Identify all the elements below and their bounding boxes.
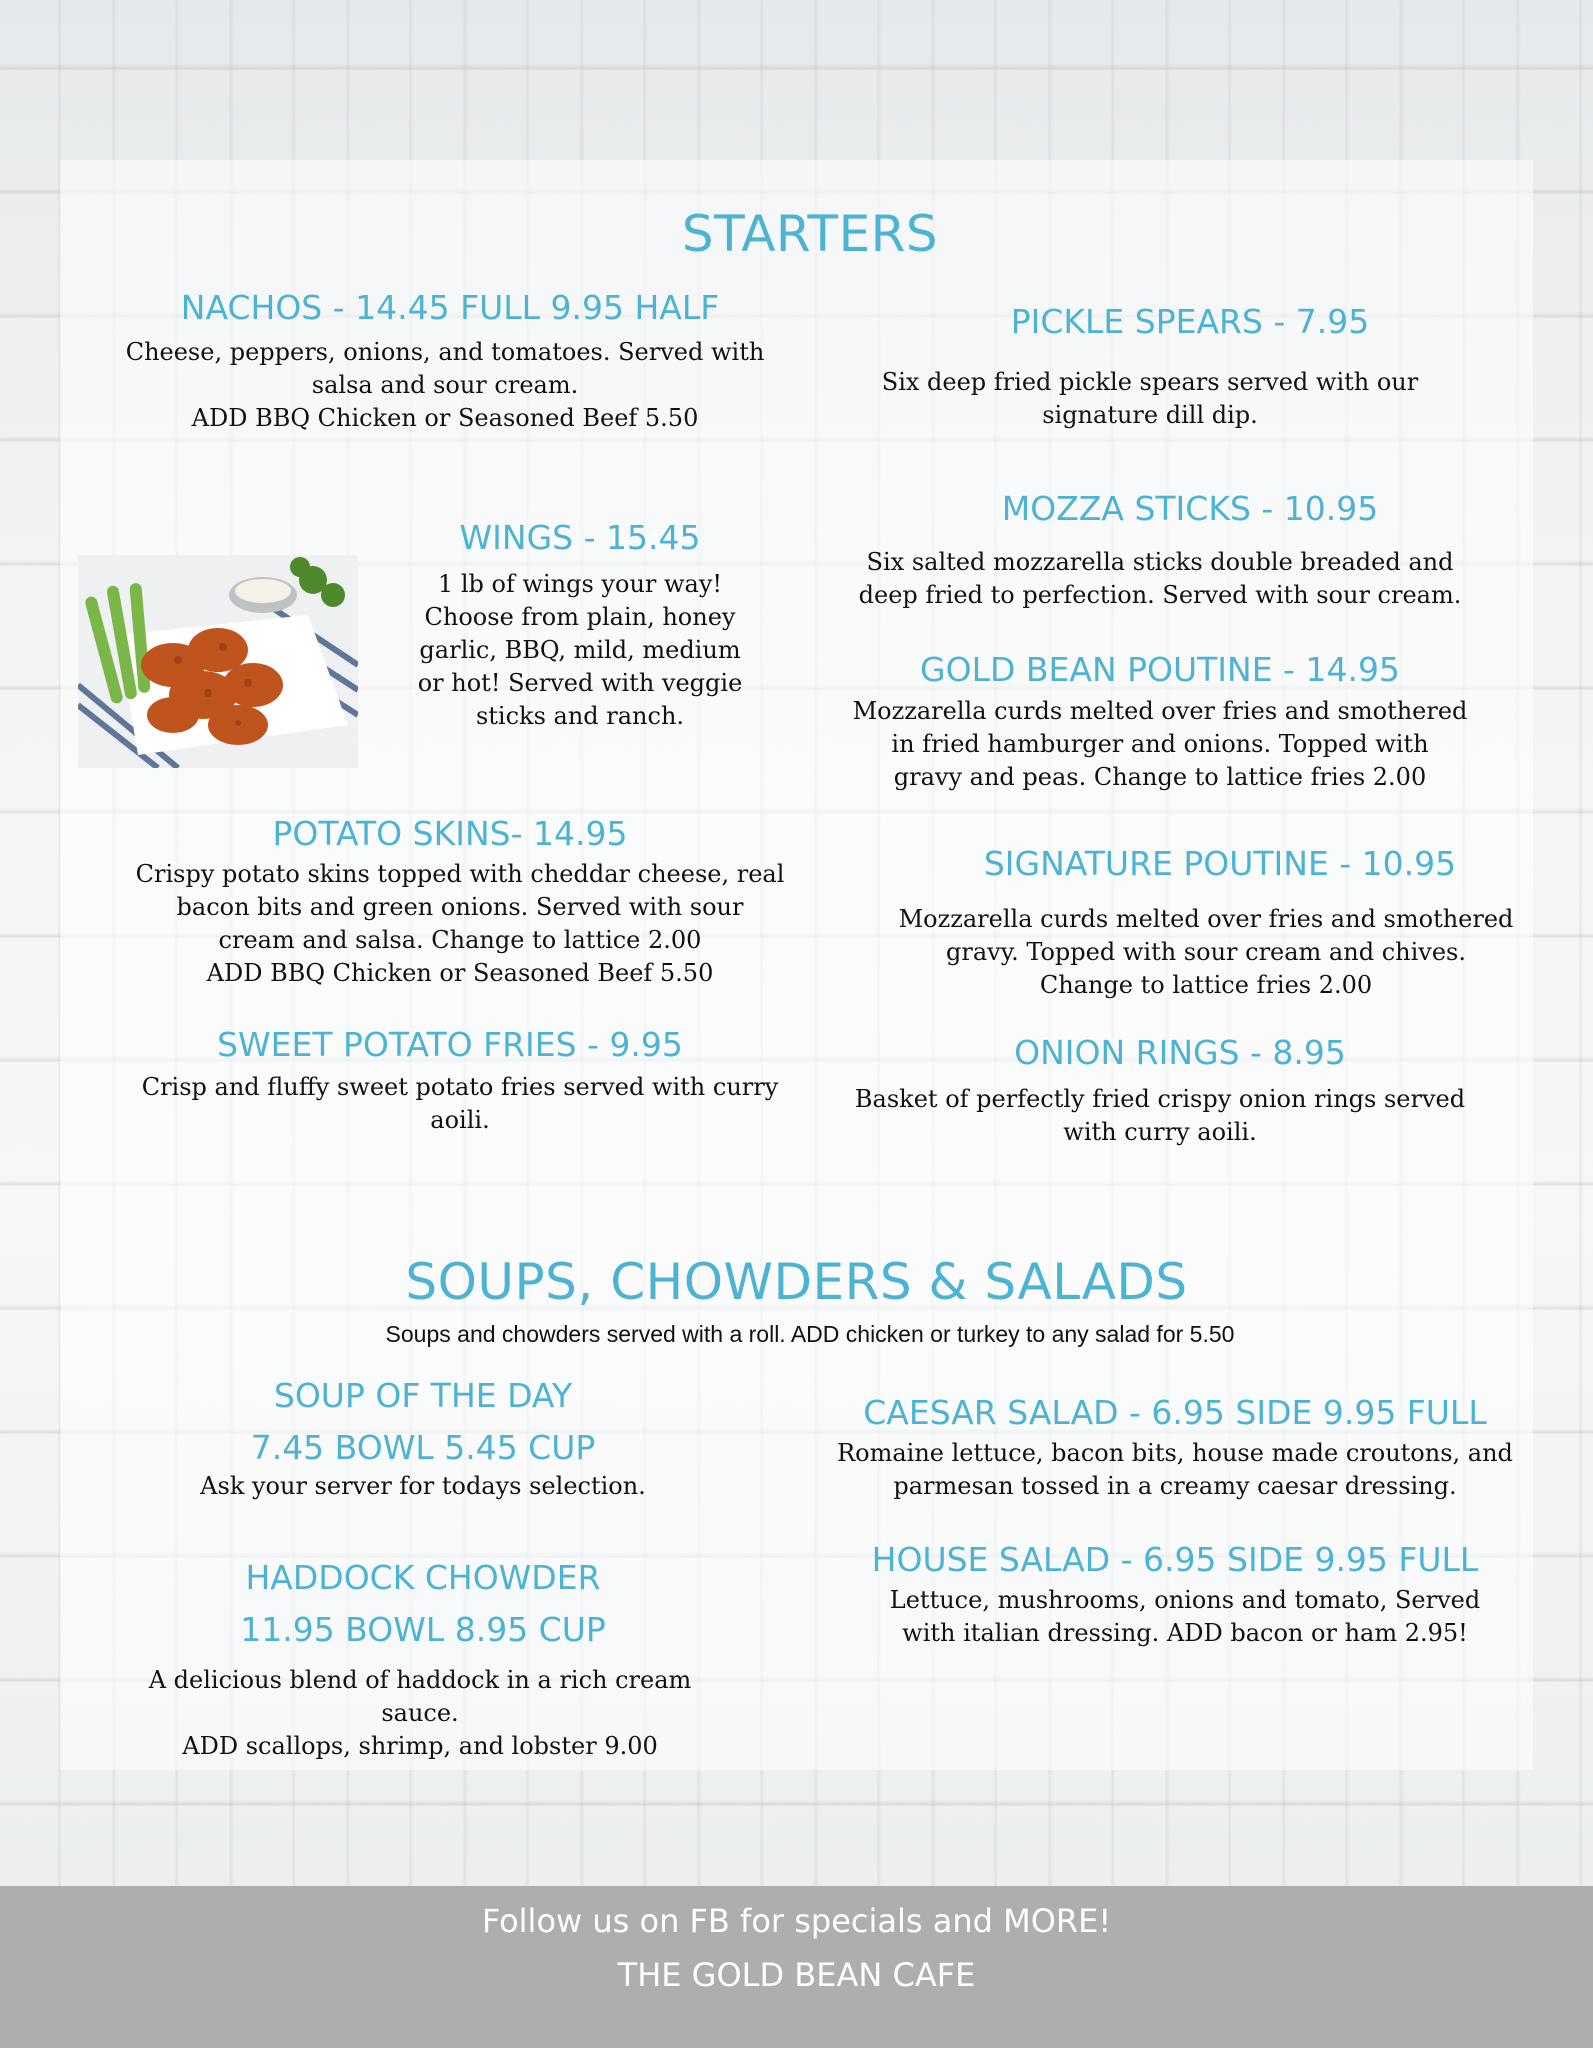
house-salad-title: HOUSE SALAD - 6.95 SIDE 9.95 FULL: [871, 1540, 1479, 1579]
mozza-sticks-description: [800, 546, 1520, 612]
caesar-line: parmesan tossed in a creamy caesar dressing.: [893, 1472, 1457, 1500]
potato-line: ADD BBQ Chicken or Seasoned Beef 5.50: [206, 959, 714, 987]
sweet-potato-fries-title: SWEET POTATO FRIES - 9.95: [217, 1025, 683, 1064]
wings-title: WINGS - 15.45: [459, 518, 701, 557]
haddock-chowder-title: HADDOCK CHOWDER: [245, 1558, 601, 1597]
pickle-spears-description: [800, 366, 1500, 432]
soup-of-the-day-description: [93, 1470, 753, 1503]
potato-line: Crispy potato skins topped with cheddar cheese, real: [135, 860, 785, 888]
signature-poutine-description: [836, 903, 1576, 1002]
gold-bean-poutine-title: GOLD BEAN POUTINE - 14.95: [920, 650, 1400, 689]
nachos-description: [40, 336, 850, 435]
mozza-line: Six salted mozzarella sticks double breaded and: [866, 548, 1454, 576]
wings-line: Choose from plain, honey: [424, 603, 736, 631]
footer-cafe-name: THE GOLD BEAN CAFE: [617, 1956, 976, 1994]
potato-skins-title: POTATO SKINS- 14.95: [272, 814, 628, 853]
onion-rings-description: [800, 1083, 1520, 1149]
house-salad-description: [805, 1584, 1565, 1650]
wings-line: sticks and ranch.: [475, 702, 685, 730]
haddock-line: sauce.: [381, 1699, 459, 1727]
starters-heading: STARTERS: [681, 205, 939, 263]
potato-line: cream and salsa. Change to lattice 2.00: [218, 926, 702, 954]
haddock-line: A delicious blend of haddock in a rich cream: [148, 1666, 692, 1694]
nachos-line: ADD BBQ Chicken or Seasoned Beef 5.50: [191, 404, 699, 432]
pickle-line: signature dill dip.: [1042, 401, 1258, 429]
potato-skins-description: [60, 858, 860, 990]
signature-poutine-line: Mozzarella curds melted over fries and smothered: [898, 905, 1514, 933]
onion-rings-line: Basket of perfectly fried crispy onion rings served: [854, 1085, 1466, 1113]
footer-follow-text: Follow us on FB for specials and MORE!: [481, 1902, 1112, 1940]
sweet-potato-line: Crisp and fluffy sweet potato fries served with curry: [141, 1073, 779, 1101]
caesar-line: Romaine lettuce, bacon bits, house made croutons, and: [837, 1439, 1513, 1467]
haddock-chowder-description: [80, 1664, 760, 1763]
soup-line: Ask your server for todays selection.: [200, 1472, 646, 1500]
soups-note: Soups and chowders served with a roll. ADD chicken or turkey to any salad for 5.50: [385, 1321, 1235, 1347]
footer-bar: [0, 1886, 1593, 2048]
soup-of-the-day-price: 7.45 BOWL 5.45 CUP: [250, 1428, 596, 1467]
nachos-line: salsa and sour cream.: [311, 371, 579, 399]
signature-poutine-line: Change to lattice fries 2.00: [1039, 971, 1373, 999]
wings-plate-icon: [78, 555, 358, 768]
haddock-chowder-price: 11.95 BOWL 8.95 CUP: [240, 1610, 606, 1649]
gold-poutine-line: Mozzarella curds melted over fries and smothered: [852, 697, 1468, 725]
potato-line: bacon bits and green onions. Served with sour: [176, 893, 744, 921]
nachos-title: NACHOS - 14.45 FULL 9.95 HALF: [180, 288, 720, 327]
sweet-potato-fries-description: [60, 1071, 860, 1137]
pickle-spears-title: PICKLE SPEARS - 7.95: [1010, 302, 1370, 341]
soup-of-the-day-title: SOUP OF THE DAY: [273, 1376, 573, 1415]
wings-photo: [78, 555, 358, 768]
wings-line: or hot! Served with veggie: [417, 669, 743, 697]
onion-rings-title: ONION RINGS - 8.95: [1014, 1033, 1346, 1072]
house-line: Lettuce, mushrooms, onions and tomato, Served: [889, 1586, 1481, 1614]
signature-poutine-title: SIGNATURE POUTINE - 10.95: [983, 844, 1457, 883]
haddock-line: ADD scallops, shrimp, and lobster 9.00: [182, 1732, 658, 1760]
onion-rings-line: with curry aoili.: [1063, 1118, 1257, 1146]
signature-poutine-line: gravy. Topped with sour cream and chives.: [946, 938, 1466, 966]
caesar-salad-title: CAESAR SALAD - 6.95 SIDE 9.95 FULL: [863, 1393, 1487, 1432]
pickle-line: Six deep fried pickle spears served with our: [881, 368, 1419, 396]
house-line: with italian dressing. ADD bacon or ham 2.95!: [902, 1619, 1468, 1647]
wings-description: [380, 568, 780, 733]
sweet-potato-line: aoili.: [430, 1106, 490, 1134]
mozza-sticks-title: MOZZA STICKS - 10.95: [1001, 489, 1379, 528]
wings-line: garlic, BBQ, mild, medium: [419, 636, 741, 664]
gold-poutine-line: gravy and peas. Change to lattice fries 2.00: [893, 763, 1427, 791]
caesar-salad-description: [795, 1437, 1555, 1503]
mozza-line: deep fried to perfection. Served with sour cream.: [858, 581, 1462, 609]
wings-line: 1 lb of wings your way!: [437, 570, 723, 598]
nachos-line: Cheese, peppers, onions, and tomatoes. Served with: [125, 338, 765, 366]
gold-poutine-line: in fried hamburger and onions. Topped with: [891, 730, 1429, 758]
gold-bean-poutine-description: [795, 695, 1525, 794]
soups-heading: SOUPS, CHOWDERS & SALADS: [405, 1253, 1188, 1311]
